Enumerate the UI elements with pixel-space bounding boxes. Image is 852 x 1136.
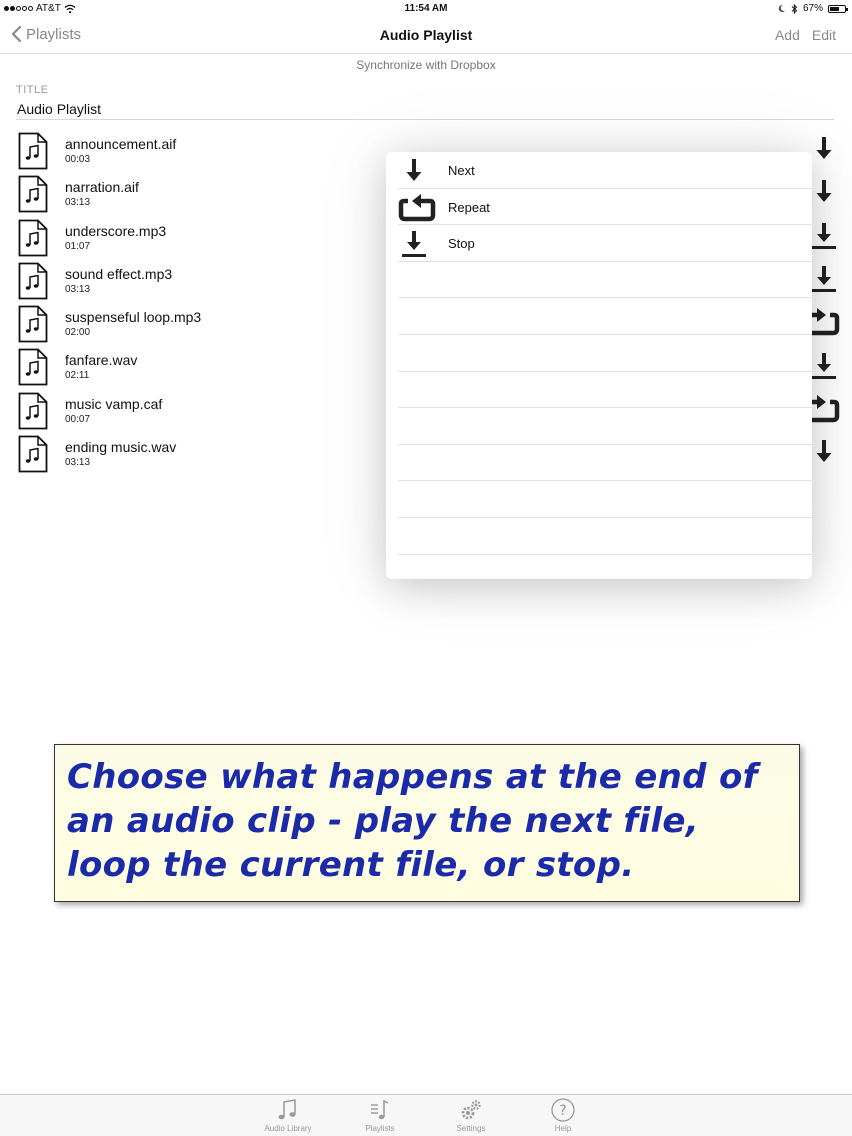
audio-file-icon [18, 262, 48, 300]
page-title: Audio Playlist [379, 27, 473, 43]
stop-action-icon[interactable] [808, 220, 840, 252]
repeat-action-icon[interactable] [808, 306, 840, 338]
file-duration: 01:07 [65, 240, 91, 252]
question-icon [550, 1097, 576, 1123]
popover-empty-row [398, 481, 812, 518]
moon-icon [777, 4, 786, 13]
audio-file-icon [18, 305, 48, 343]
file-duration: 03:13 [65, 283, 91, 295]
popover-empty-row [398, 518, 812, 555]
popover-empty-row [398, 408, 812, 445]
file-row[interactable] [18, 303, 378, 346]
tab-label: Settings [456, 1124, 486, 1133]
popover-empty-row [398, 335, 812, 372]
nav-bar [0, 18, 852, 54]
battery-icon [828, 5, 846, 13]
gears-icon [458, 1097, 484, 1123]
audio-file-icon [18, 435, 48, 473]
tab-bar [0, 1094, 852, 1136]
file-duration: 00:07 [65, 413, 91, 425]
tab-label: Playlists [365, 1124, 395, 1133]
file-name: suspenseful loop.mp3 [65, 309, 202, 326]
file-row[interactable] [18, 217, 378, 260]
bluetooth-icon [791, 4, 798, 14]
playlist-title-field[interactable]: Audio Playlist [17, 101, 102, 117]
popover-option-label: Stop [448, 236, 475, 252]
next-action-icon[interactable] [808, 133, 840, 165]
file-name: narration.aif [65, 179, 139, 196]
file-name: sound effect.mp3 [65, 265, 173, 282]
status-bar [0, 0, 852, 18]
file-row[interactable] [18, 346, 378, 389]
title-caption: TITLE [16, 84, 49, 96]
instruction-banner [54, 744, 800, 902]
file-name: fanfare.wav [65, 352, 138, 369]
sync-dropbox-button[interactable]: Synchronize with Dropbox [356, 58, 496, 72]
file-name: ending music.wav [65, 439, 177, 456]
file-row[interactable] [18, 390, 378, 433]
popover-option-label: Repeat [448, 199, 490, 215]
audio-file-icon [18, 132, 48, 170]
popover-empty-row [398, 298, 812, 335]
title-divider [16, 119, 834, 120]
popover-option-label: Next [448, 163, 475, 178]
popover-empty-row [398, 262, 812, 299]
tab-label: Help [554, 1124, 572, 1133]
status-time: 11:54 AM [404, 3, 448, 14]
carrier-label: AT&T [36, 3, 61, 14]
popover-option-next[interactable] [398, 152, 812, 189]
popover-empty-row [398, 372, 812, 409]
popover-option-repeat[interactable] [398, 189, 812, 226]
tab-settings[interactable] [431, 1097, 511, 1133]
next-action-icon[interactable] [808, 176, 840, 208]
tab-help[interactable] [523, 1097, 603, 1133]
svg-text:?: ? [559, 1103, 567, 1119]
repeat-action-icon[interactable] [808, 393, 840, 425]
file-duration: 00:03 [65, 154, 91, 165]
file-name: music vamp.caf [65, 395, 163, 412]
nav-actions [775, 27, 836, 43]
popover-option-stop[interactable] [398, 225, 812, 262]
file-row[interactable] [18, 173, 378, 216]
repeat-icon [398, 192, 436, 224]
file-name: announcement.aif [65, 136, 177, 152]
audio-file-icon [18, 348, 48, 386]
tab-label: Audio Library [264, 1124, 312, 1133]
file-row[interactable] [18, 130, 378, 173]
battery-percent: 67% [802, 3, 823, 14]
audio-file-icon [18, 392, 48, 430]
file-duration: 03:13 [65, 457, 91, 469]
music-note-icon [275, 1097, 301, 1123]
file-row[interactable] [18, 433, 378, 476]
popover-empty-row [398, 445, 812, 482]
status-right [777, 3, 846, 14]
instruction-text: Choose what happens at the end of an audio clip - play the next file, loop the current file, or stop. [67, 757, 758, 885]
file-name: underscore.mp3 [65, 222, 167, 239]
stop-arrow-icon [398, 228, 436, 260]
tab-playlists[interactable] [340, 1097, 420, 1133]
edit-button[interactable]: Edit [811, 27, 836, 43]
next-arrow-icon [398, 155, 436, 187]
file-duration: 02:11 [65, 370, 90, 382]
playlist-icon [367, 1097, 393, 1123]
file-row[interactable] [18, 260, 378, 303]
audio-file-icon [18, 219, 48, 257]
stop-action-icon[interactable] [808, 263, 840, 295]
tab-audio-library[interactable] [248, 1097, 328, 1133]
file-duration: 02:00 [65, 327, 91, 339]
stop-action-icon[interactable] [808, 350, 840, 382]
back-button-label: Playlists [26, 25, 82, 43]
next-action-icon[interactable] [808, 436, 840, 468]
audio-file-icon [18, 175, 48, 213]
file-duration: 03:13 [65, 197, 91, 209]
add-button[interactable]: Add [774, 27, 800, 43]
file-list [18, 130, 378, 476]
end-action-popover [386, 152, 812, 579]
